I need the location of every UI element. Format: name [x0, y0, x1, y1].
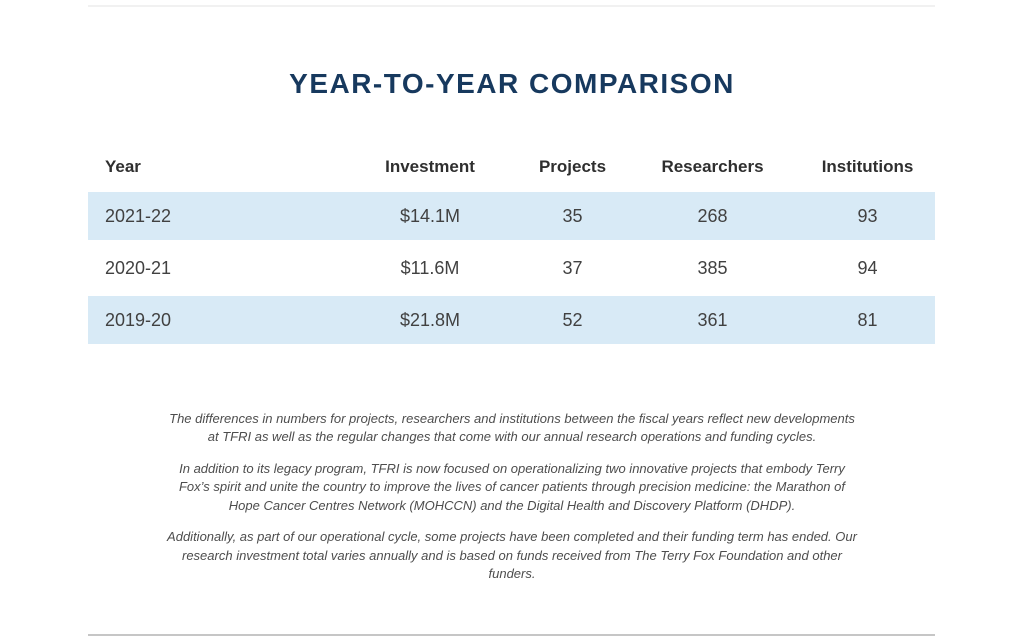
- cell-institutions: 94: [857, 257, 878, 278]
- cell-institutions: 93: [857, 205, 878, 226]
- cell-institutions: 81: [857, 309, 878, 330]
- cell-researchers: 385: [697, 257, 728, 278]
- cell-year: 2021-22: [105, 205, 172, 226]
- note-paragraph: Additionally, as part of our operational cycle, some projects have been completed and their funding term has ended. Our research investment total varies annually and is based on funds received from The Terry Fox Foundation and other funders.: [167, 529, 857, 582]
- footnotes-section: [164, 410, 860, 584]
- column-header-researchers: Researchers: [661, 157, 764, 176]
- column-header-institutions: Institutions: [821, 157, 914, 176]
- column-header-projects: Projects: [538, 157, 607, 176]
- cell-investment: $11.6M: [400, 257, 460, 278]
- cell-year: 2019-20: [105, 309, 172, 330]
- cell-projects: 52: [562, 309, 583, 330]
- table-row: [88, 244, 935, 292]
- note-paragraph: The differences in numbers for projects, researchers and institutions between the fiscal years reflect new developments at TFRI as well as the regular changes that come with our annual research operations and funding cycles.: [169, 411, 855, 445]
- comparison-table: [88, 146, 935, 344]
- cell-researchers: 361: [697, 309, 728, 330]
- column-header-year: Year: [105, 157, 141, 176]
- cell-projects: 35: [562, 205, 583, 226]
- column-header-investment: Investment: [385, 157, 475, 176]
- top-divider-line: [88, 5, 935, 7]
- table-row: [88, 296, 935, 344]
- page-title: YEAR-TO-YEAR COMPARISON: [289, 68, 735, 99]
- cell-researchers: 268: [697, 205, 728, 226]
- table-row: [88, 192, 935, 240]
- cell-investment: $21.8M: [399, 309, 461, 330]
- cell-projects: 37: [562, 257, 583, 278]
- note-paragraph: In addition to its legacy program, TFRI is now focused on operationalizing two innovative projects that embody Terry Fox’s spirit and unite the country to improve the lives of cancer patients through precision medicine: the Marathon of Hope Cancer Centres Network (MOHCCN) and the Digital Health and Discovery Platform (DHDP).: [178, 460, 845, 513]
- cell-investment: $14.1M: [399, 205, 461, 226]
- table-header-row: [88, 146, 935, 188]
- bottom-divider-line: [88, 634, 935, 636]
- cell-year: 2020-21: [105, 257, 172, 278]
